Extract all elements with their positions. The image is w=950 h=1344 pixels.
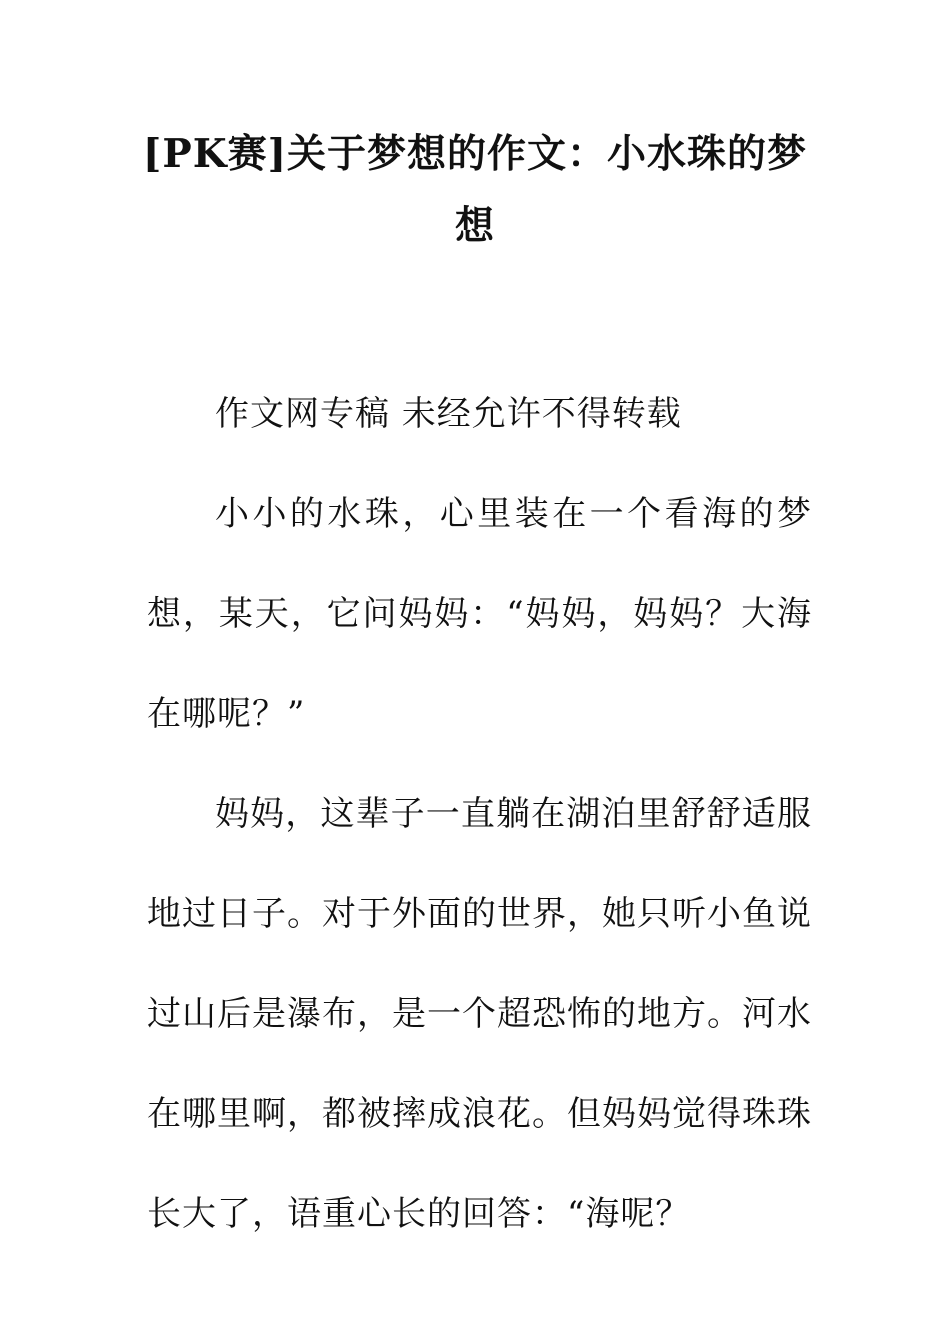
document-body xyxy=(147,364,812,1264)
document-title: [PK赛]关于梦想的作文：小水珠的梦想 xyxy=(142,131,808,249)
paragraph-notice: 作文网专稿 未经允许不得转载 xyxy=(215,394,682,434)
paragraph-2: 妈妈，这辈子一直躺在湖泊里舒舒适服地过日子。对于外面的世界，她只听小鱼说过山后是瀑布，是一个超恐怖的地方。河水在哪里啊，都被摔成浪花。但妈妈觉得珠珠长大了，语重心长的回答：“海呢？ xyxy=(147,794,812,1234)
paragraph-1: 小小的水珠，心里装在一个看海的梦想，某天，它问妈妈：“妈妈，妈妈？大海在哪呢？” xyxy=(147,494,812,734)
